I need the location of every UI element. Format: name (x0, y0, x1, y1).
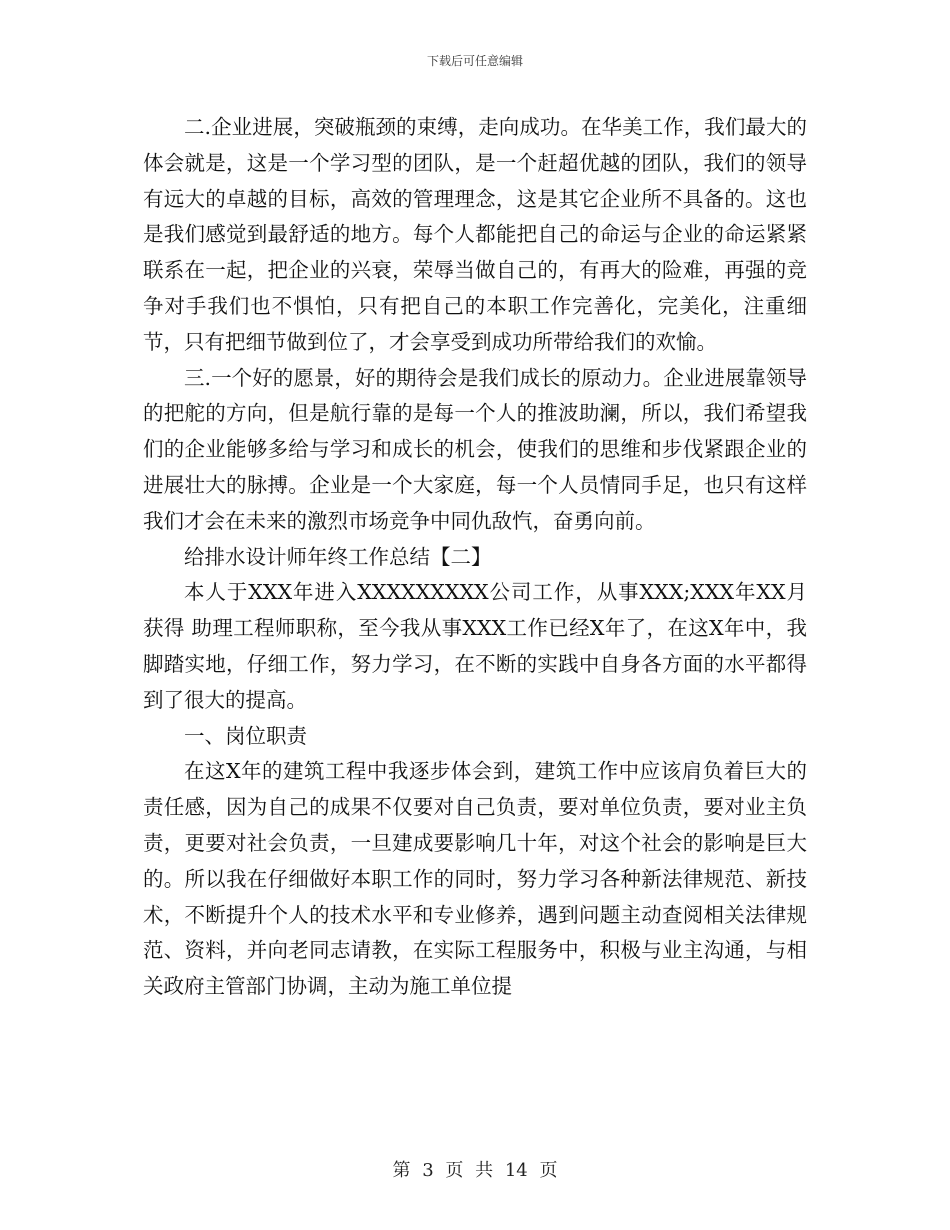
page-number-footer: 第 3 页 共 14 页 (392, 1160, 558, 1181)
paragraph-section-three: 三.一个好的愿景，好的期待会是我们成长的原动力。企业进展靠领导的把舵的方向，但是航行靠的是每一个人的推波助澜，所以，我们希望我们的企业能够多给与学习和成长的机会，使我们的思维和步伐紧跟企业的进展壮大的脉搏。企业是一个大家庭，每一个人员情同手足，也只有这样我们才会在未来的激烈市场竞争中同仇敌忾，奋勇向前。 (143, 365, 807, 533)
section-heading: 给排水设计师年终工作总结【二】 (184, 544, 492, 569)
subheading-job-duties: 一、岗位职责 (184, 723, 307, 748)
paragraph-section-two: 二.企业进展，突破瓶颈的束缚，走向成功。在华美工作，我们最大的体会就是，这是一个学习型的团队，是一个赶超优越的团队，我们的领导有远大的卓越的目标，高效的管理理念，这是其它企业所不具备的。这也是我们感觉到最舒适的地方。每个人都能把自己的命运与企业的命运紧紧联系在一起，把企业的兴衰，荣辱当做自己的，有再大的险难，再强的竞争对手我们也不惧怕，只有把自己的本职工作完善化，完美化，注重细节，只有把细节做到位了，才会享受到成功所带给我们的欢愉。 (143, 115, 807, 354)
document-body (143, 110, 807, 1005)
page-header-note: 下载后可任意编辑 (426, 54, 523, 68)
paragraph-job-duties: 在这X年的建筑工程中我逐步体会到，建筑工作中应该肩负着巨大的责任感，因为自己的成果不仅要对自己负责，要对单位负责，要对业主负责，更要对社会负责，一旦建成要影响几十年，对这个社会的影响是巨大的。所以我在仔细做好本职工作的同时，努力学习各种新法律规范、新技术，不断提升个人的技术水平和专业修养，遇到问题主动查阅相关法律规范、资料，并向老同志请教，在实际工程服务中，积极与业主沟通，与相关政府主管部门协调，主动为施工单位提 (143, 759, 807, 999)
paragraph-intro: 本人于XXX年进入XXXXXXXXX公司工作，从事XXX;XXX年XX月获得 助理工程师职称，至今我从事XXX工作已经X年了，在这X年中，我脚踏实地，仔细工作，努力学习，在不断的实践中自身各方面的水平都得到了很大的提高。 (143, 580, 807, 712)
